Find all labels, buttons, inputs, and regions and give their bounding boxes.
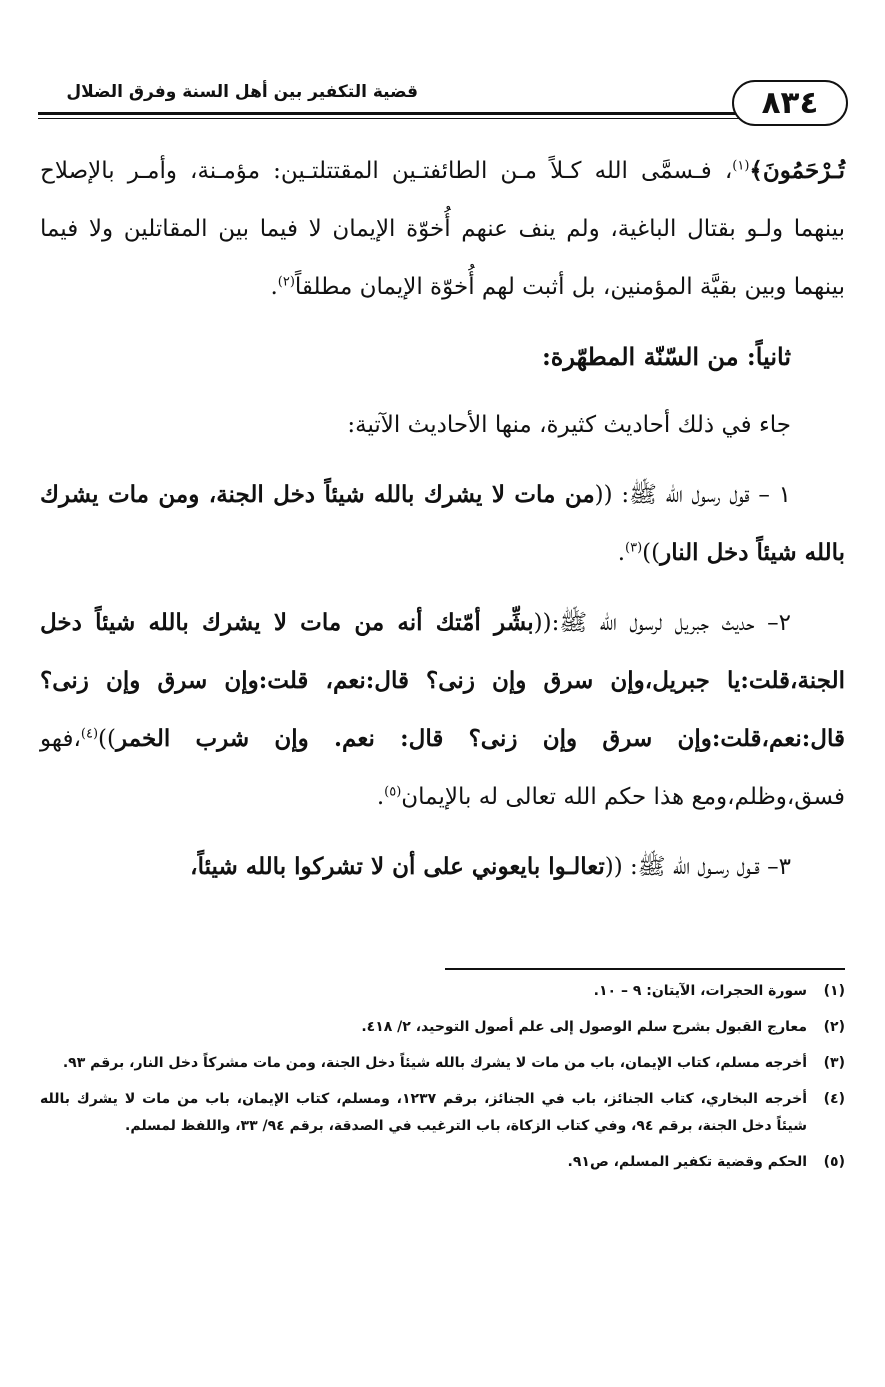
hadith-1 <box>40 466 845 582</box>
page-number: ٨٣٤ <box>732 80 848 126</box>
hadith-2-close: )) <box>98 726 116 752</box>
running-title: قضية التكفير بين أهل السنة وفرق الضلال <box>66 82 418 102</box>
paragraph-end: . <box>270 274 278 300</box>
footnote-text: أخرجه البخاري، كتاب الجنائز، باب في الجنائز، برقم ١٢٣٧، ومسلم، كتاب الإيمان، باب من مات لا يشرك بالله شيئاً دخل الجنة، برقم ٩٤، وفي كتاب الزكاة، باب الترغيب في الصدقة، برقم ٩٤/ ٣٣، واللفظ لمسلم. <box>40 1091 808 1134</box>
hadith-2-quote: بشِّر أمّتك أنه من مات لا يشرك بالله شيئاً دخل الجنة،قلت:يا جبريل،وإن سرق وإن زنى؟ قال:نعم، قلت:وإن سرق وإن زنى؟ قال:نعم،قلت:وإن سرق وإن زنى؟ قال: نعم. وإن شرب الخمر <box>40 609 845 752</box>
footnote-ref-3: (٣) <box>625 540 643 556</box>
intro-paragraph: جاء في ذلك أحاديث كثيرة، منها الأحاديث الآتية: <box>347 412 791 438</box>
footnote-number: (٢) <box>823 1019 845 1035</box>
footnote-separator <box>445 968 845 970</box>
page-header <box>38 70 848 132</box>
commentary-text: ، فـسمَّى الله كـلاً مـن الطائفتـين المقتتلتـين: مؤمـنة، وأمـر بالإصلاح بينهما ولـو بقتال الباغية، ولم ينف عنهم أُخوّة الإيمان لا فيما بين المقاتلين ولا فيما بينهما وبين بقيَّة المؤمنين، بل أثبت لهم أُخوّة الإيمان مطلقاً <box>40 158 845 300</box>
footnote-text: أخرجه مسلم، كتاب الإيمان، باب من مات لا يشرك بالله شيئاً دخل الجنة، ومن مات مشركاً دخل النار، برقم ٩٣. <box>62 1055 807 1071</box>
footnote <box>40 978 845 1005</box>
footnote <box>40 1086 845 1140</box>
hadith-2-lead: ٢– حديث جبريل لرسول الله ﷺ:(( <box>533 610 791 636</box>
footnote-number: (٥) <box>823 1154 845 1170</box>
header-rule-thin <box>38 118 748 119</box>
footnote-text: الحكم وقضية تكفير المسلم، ص٩١. <box>567 1154 807 1170</box>
hadith-2 <box>40 594 845 826</box>
footnote-number: (٣) <box>823 1055 845 1071</box>
hadith-3-lead: ٣– قـول رسـول الله ﷺ: (( <box>604 854 791 880</box>
footnote-number: (٤) <box>823 1091 845 1107</box>
footnote <box>40 1014 845 1041</box>
footnote-ref-2: (٢) <box>277 274 295 290</box>
footnote-number: (١) <box>823 983 845 999</box>
hadith-3-quote: تعالـوا بايعوني على أن لا تشركوا بالله شيئاً، <box>190 853 605 880</box>
footnote-ref-4: (٤) <box>80 726 99 742</box>
footnote <box>40 1149 845 1176</box>
footnotes <box>40 978 845 1185</box>
section-heading: ثانياً: من السّنّة المطهّرة: <box>541 342 791 371</box>
hadith-2-end: . <box>376 784 385 810</box>
footnote-ref-5: (٥) <box>384 784 402 800</box>
header-rule-thick <box>38 112 748 115</box>
footnote-ref-1: (١) <box>732 158 750 174</box>
paragraph-verse-commentary <box>40 142 845 316</box>
footnote-text: معارج القبول بشرح سلم الوصول إلى علم أصول التوحيد، ٢/ ٤١٨. <box>361 1019 807 1035</box>
footnote <box>40 1050 845 1077</box>
main-text <box>40 142 845 908</box>
hadith-1-end: . <box>617 540 626 566</box>
hadith-1-quote: من مات لا يشرك بالله شيئاً دخل الجنة، ومن مات يشرك بالله شيئاً دخل النار <box>40 481 845 566</box>
footnote-text: سورة الحجرات، الآيتان: ٩ – ١٠. <box>593 983 807 999</box>
hadith-1-lead: ١ – قول رسول الله ﷺ: (( <box>594 482 792 508</box>
hadith-2-commentary: ،فهو فسق،وظلم،ومع هذا حكم الله تعالى له بالإيمان <box>40 726 845 810</box>
hadith-1-close: )) <box>642 540 661 566</box>
hadith-3 <box>40 838 845 896</box>
quran-verse-end: تُـرْحَمُونَ﴾ <box>749 157 845 184</box>
